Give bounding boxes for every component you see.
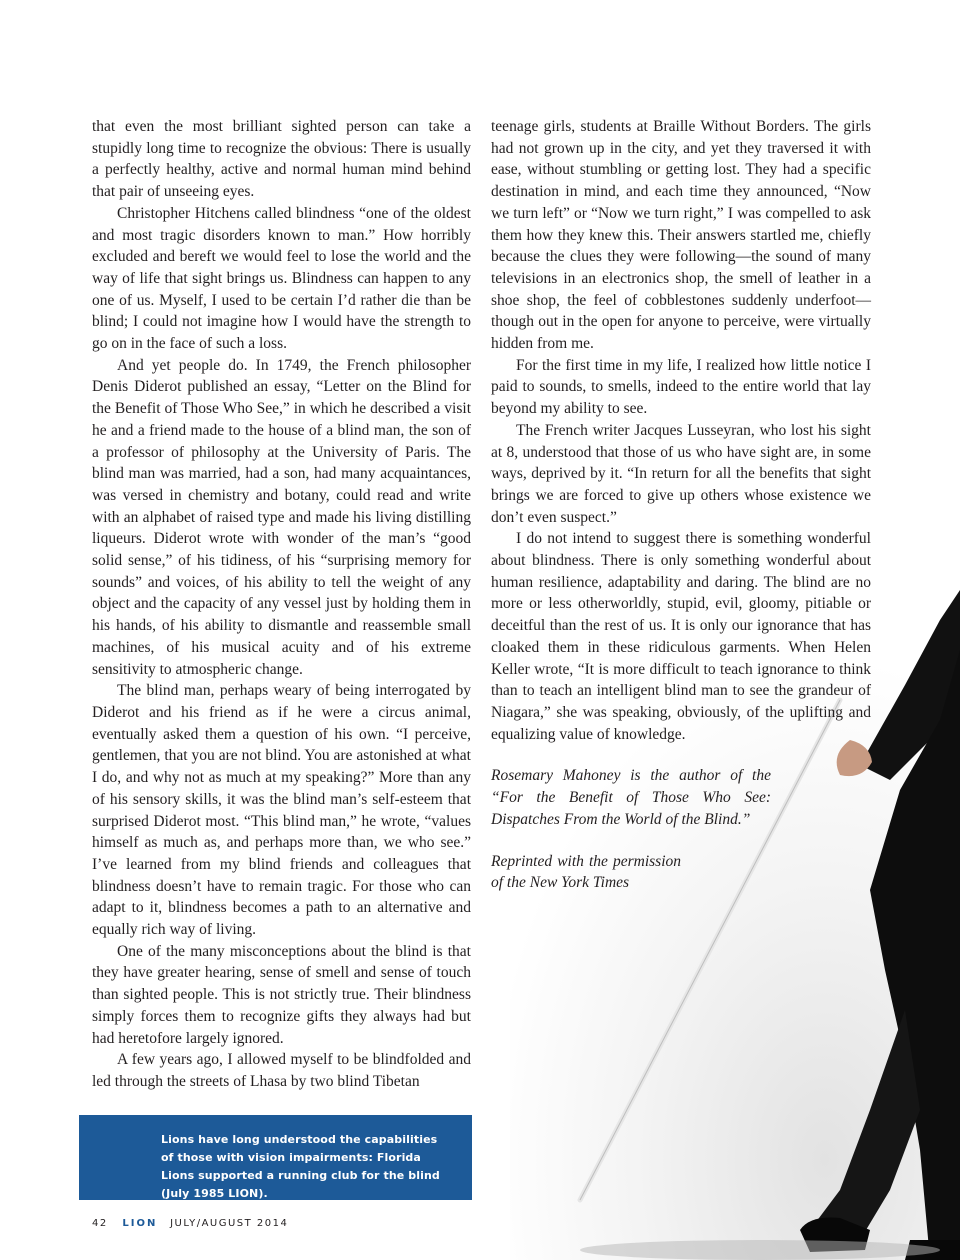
article-column-left bbox=[92, 116, 471, 1093]
page-number: 42 bbox=[92, 1218, 108, 1229]
paragraph: The French writer Jacques Lusseyran, who lost his sight at 8, understood that those of us who have sight are, in some ways, deprived by it. “In return for all the benefits that sight brings we are forced to give up others whose existence we don’t even suspect.” bbox=[491, 421, 871, 526]
paragraph: One of the many misconceptions about the blind is that they have greater hearing, sense of smell and sense of touch than sighted people. This is not strictly true. Their blindness simply forces them to recognize gifts they always had but had heretofore largely ignored. bbox=[92, 942, 471, 1047]
paragraph: that even the most brilliant sighted person can take a stupidly long time to recognize the obvious: There is usually a perfectly healthy, active and normal human mind behind that pair of unseeing eyes. bbox=[92, 118, 471, 201]
paragraph: I do not intend to suggest there is something wonderful about blindness. There is only something wonderful about human resilience, adaptability and daring. The blind are no more or less otherworldly, stupid, evil, gloomy, pitiable or deceitful than the rest of us. It is only our ignorance that has cloaked them in these ridiculous garments. When Helen Keller wrote, “It is more difficult to teach ignorance to think than to teach an intelligent blind man to see the grandeur of Niagara,” she was speaking, obviously, of the uplifting and equalizing value of knowledge. bbox=[491, 530, 871, 743]
paragraph: The blind man, perhaps weary of being interrogated by Diderot and his friend as if he were a circus animal, eventually asked them a question of his own. “I perceive, gentlemen, that you are not blind. You are astonished at what I do, and why not as much at my speaking?” More than any of his sensory skills, it was the blind man’s self-esteem that surprised Diderot most. “This blind man,” he wrote, “values himself as much as, and perhaps more than, we who see.” I’ve learned from my blind friends and colleagues that blindness doesn’t have to remain tragic. For those who can adapt to it, blindness becomes a path to an alternative and equally rich way of living. bbox=[92, 682, 471, 939]
photo-caption-box bbox=[79, 1115, 472, 1200]
paragraph: And yet people do. In 1749, the French philosopher Denis Diderot published an essay, “Letter on the Blind for the Benefit of Those Who See,” in which he described a visit he and a friend made to the house of a blind man, the son of a professor of philosophy at the University of Paris. The blind man was married, had a son, had many acquaintances, was versed in chemistry and botany, could read and write with an alphabet of raised type and made his living distilling liqueurs. Diderot wrote with wonder of the man’s “good solid sense,” of his tidiness, of his “surprising memory for sounds” and voices, of his ability to tell the weight of any object and the capacity of any vessel just by holding them in his hands, of his ability to dismantle and reassemble small machines, of his musical acuity and of his extreme sensitivity to atmospheric change. bbox=[92, 356, 471, 678]
article-column-right bbox=[491, 116, 871, 894]
reprint-credit: Reprinted with the permission of the New York Times bbox=[491, 852, 681, 892]
paragraph: teenage girls, students at Braille Without Borders. The girls had not grown up in the city, and yet they traversed it with ease, without stumbling or getting lost. They had a specific destination in mind, and each time they announced, “Now we turn left” or “Now we turn right,” I was compelled to ask them how they knew this. Their answers startled me, chiefly because the clues they were following—the sound of many televisions in an electronics shop, the smell of leather in a shoe shop, the feel of cobblestones suddenly underfoot—though out in the open for anyone to perceive, were virtually hidden from me. bbox=[491, 118, 871, 353]
author-byline: Rosemary Mahoney is the author of the “For the Benefit of Those Who See: Dispatches From the World of the Blind.” bbox=[491, 767, 771, 828]
paragraph: For the first time in my life, I realized how little notice I paid to sounds, to smells, indeed to the entire world that lay beyond my ability to see. bbox=[491, 356, 871, 418]
issue-date: JULY/AUGUST 2014 bbox=[170, 1218, 289, 1229]
paragraph: A few years ago, I allowed myself to be blindfolded and led through the streets of Lhasa by two blind Tibetan bbox=[92, 1051, 471, 1090]
photo-caption: Lions have long understood the capabilities of those with vision impairments: Florida Lions supported a running club for the blind (July 1985 LION). bbox=[161, 1133, 440, 1200]
page-footer bbox=[92, 1218, 288, 1229]
magazine-name: LION bbox=[122, 1218, 158, 1229]
paragraph: Christopher Hitchens called blindness “one of the oldest and most tragic disorders known to man.” How horribly excluded and bereft we would feel to lose the world and the way of life that sight brings us. Blindness can happen to any one of us. Myself, I used to be certain I’d rather die than be blind; I could not imagine how I would have the strength to go on in the face of such a loss. bbox=[92, 204, 471, 353]
